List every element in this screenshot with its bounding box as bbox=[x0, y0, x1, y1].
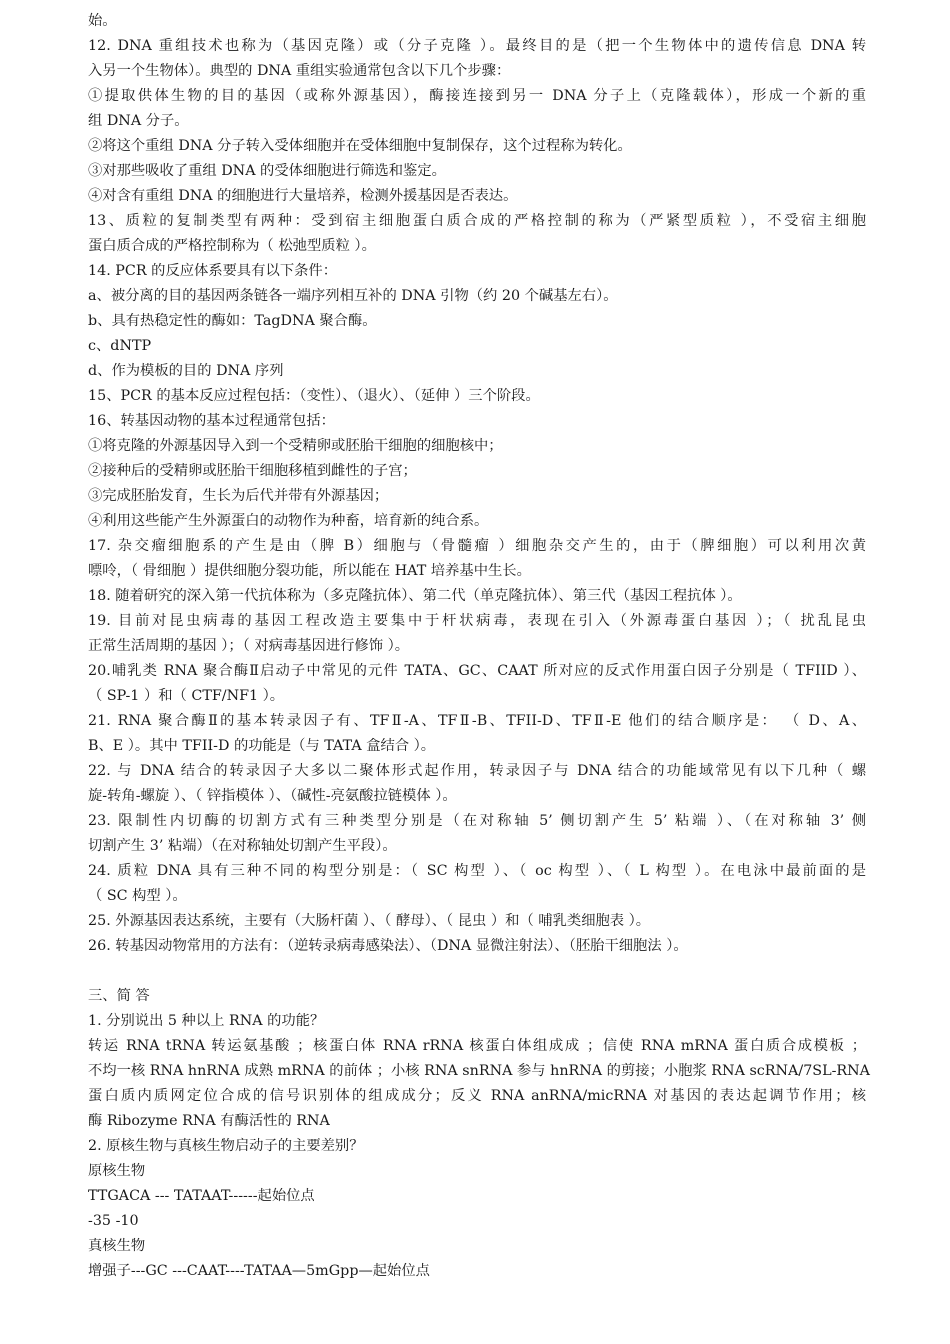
text-line: 24. 质粒 DNA 具有三种不同的构型分别是：（ SC 构型 ）、（ oc 构型 ）、（ L 构型 ）。在电泳中最前面的是 bbox=[88, 863, 866, 879]
section-heading: 三、简 答 bbox=[88, 988, 150, 1004]
text-line: 15、PCR 的基本反应过程包括：（变性）、（退火）、（延伸 ）三个阶段。 bbox=[88, 388, 540, 404]
text-line: ②将这个重组 DNA 分子转入受体细胞并在受体细胞中复制保存，这个过程称为转化。 bbox=[88, 138, 632, 154]
text-line: 蛋白质内质网定位合成的信号识别体的组成成分；反义 RNA anRNA/micRNA 对基因的表达起调节作用；核 bbox=[88, 1088, 866, 1104]
text-line: ③完成胚胎发育，生长为后代并带有外源基因； bbox=[88, 488, 389, 504]
text-line: ④对含有重组 DNA 的细胞进行大量培养，检测外援基因是否表达。 bbox=[88, 188, 518, 204]
text-line: 23. 限制性内切酶的切割方式有三种类型分别是（在对称轴 5’ 侧切割产生 5’ 粘端 ）、（在对称轴 3’ 侧 bbox=[88, 813, 866, 829]
text-line: d、作为模板的目的 DNA 序列 bbox=[88, 363, 284, 379]
text-line: 14. PCR 的反应体系要具有以下条件： bbox=[88, 263, 338, 279]
text-line: 17. 杂交瘤细胞系的产生是由（脾 B）细胞与（骨髓瘤 ）细胞杂交产生的，由于（脾细胞）可以利用次黄 bbox=[88, 538, 866, 554]
text-line: 嘌呤，（ 骨细胞 ）提供细胞分裂功能，所以能在 HAT 培养基中生长。 bbox=[88, 563, 531, 579]
sequence-line: TTGACA --- TATAAT------起始位点 bbox=[88, 1188, 315, 1204]
text-line: 正常生活周期的基因 ）；（ 对病毒基因进行修饰 ）。 bbox=[88, 638, 410, 654]
text-line: a、被分离的目的基因两条链各一端序列相互补的 DNA 引物（约 20 个碱基左右）。 bbox=[88, 288, 618, 304]
text-line: 21. RNA 聚合酶Ⅱ的基本转录因子有、TFⅡ-A、TFⅡ-B、TFII-D、TFⅡ-E 他们的结合顺序是： （ D、A、 bbox=[88, 713, 866, 729]
text-line: 20.哺乳类 RNA 聚合酶Ⅱ启动子中常见的元件 TATA、GC、CAAT 所对应的反式作用蛋白因子分别是（ TFIID ）、 bbox=[88, 663, 866, 679]
text-line: 16、转基因动物的基本过程通常包括： bbox=[88, 413, 335, 429]
text-line: （ SC 构型 ）。 bbox=[88, 888, 187, 904]
text-line: 酶 Ribozyme RNA 有酶活性的 RNA bbox=[88, 1113, 330, 1129]
text-line: 转运 RNA tRNA 转运氨基酸 ；核蛋白体 RNA rRNA 核蛋白体组成成 ；信使 RNA mRNA 蛋白质合成模板 ； bbox=[88, 1038, 866, 1054]
text-line: 13、质粒的复制类型有两种：受到宿主细胞蛋白质合成的严格控制的称为（严紧型质粒 ），不受宿主细胞 bbox=[88, 213, 866, 229]
text-line: ②接种后的受精卵或胚胎干细胞移植到雌性的子宫； bbox=[88, 463, 417, 479]
text-line: 25. 外源基因表达系统，主要有（大肠杆菌 ）、（ 酵母）、（ 昆虫 ）和（ 哺乳类细胞表 ）。 bbox=[88, 913, 651, 929]
text-line: 19. 目前对昆虫病毒的基因工程改造主要集中于杆状病毒，表现在引入（外源毒蛋白基因 ）；（ 扰乱昆虫 bbox=[88, 613, 866, 629]
text-line: ①提取供体生物的目的基因（或称外源基因），酶接连接到另一 DNA 分子上（克隆载体），形成一个新的重 bbox=[88, 88, 866, 104]
text-line: 22. 与 DNA 结合的转录因子大多以二聚体形式起作用，转录因子与 DNA 结合的功能域常见有以下几种（ 螺 bbox=[88, 763, 866, 779]
text-line: ①将克隆的外源基因导入到一个受精卵或胚胎干细胞的细胞核中； bbox=[88, 438, 503, 454]
document-page bbox=[88, 9, 871, 1284]
question-heading: 2. 原核生物与真核生物启动子的主要差别？ bbox=[88, 1138, 364, 1154]
text-line: 12. DNA 重组技术也称为（基因克隆）或（分子克隆 ）。最终目的是（把一个生物体中的遗传信息 DNA 转 bbox=[88, 38, 866, 54]
text-line: B、E ）。其中 TFII-D 的功能是（与 TATA 盒结合 ）。 bbox=[88, 738, 436, 754]
text-line: ③对那些吸收了重组 DNA 的受体细胞进行筛选和鉴定。 bbox=[88, 163, 446, 179]
question-heading: 1. 分别说出 5 种以上 RNA 的功能？ bbox=[88, 1013, 325, 1029]
text-line: 旋-转角-螺旋 ）、（ 锌指模体 ）、（碱性-亮氨酸拉链模体 ）。 bbox=[88, 788, 457, 804]
text-line: 原核生物 bbox=[88, 1163, 146, 1179]
text-line: 始。 bbox=[88, 13, 117, 29]
sequence-line: 增强子---GC ---CAAT----TATAA—5mGpp—起始位点 bbox=[88, 1263, 430, 1279]
text-line: （ SP-1 ）和（ CTF/NF1 ）。 bbox=[88, 688, 285, 704]
text-line: 组 DNA 分子。 bbox=[88, 113, 189, 129]
blank-line bbox=[88, 959, 866, 984]
text-line: 18. 随着研究的深入第一代抗体称为（多克隆抗体）、第二代（单克隆抗体）、第三代（基因工程抗体 ）。 bbox=[88, 588, 742, 604]
text-line: 切割产生 3’ 粘端）（在对称轴处切割产生平段）。 bbox=[88, 838, 397, 854]
text-line: 入另一个生物体）。典型的 DNA 重组实验通常包含以下几个步骤： bbox=[88, 63, 511, 79]
text-line: ④利用这些能产生外源蛋白的动物作为种畜，培育新的纯合系。 bbox=[88, 513, 489, 529]
text-line: b、具有热稳定性的酶如：TagDNA 聚合酶。 bbox=[88, 313, 377, 329]
sequence-positions: -35 -10 bbox=[88, 1213, 139, 1229]
text-line: 不均一核 RNA hnRNA 成熟 mRNA 的前体 ；小核 RNA snRNA 参与 hnRNA 的剪接；小胞浆 RNA scRNA/7SL-RNA bbox=[88, 1063, 871, 1079]
text-line: 蛋白质合成的严格控制称为（ 松弛型质粒 ）。 bbox=[88, 238, 376, 254]
text-line: 26. 转基因动物常用的方法有：（逆转录病毒感染法）、（DNA 显微注射法）、（胚胎干细胞法 ）。 bbox=[88, 938, 688, 954]
text-line: 真核生物 bbox=[88, 1238, 146, 1254]
text-line: c、dNTP bbox=[88, 338, 152, 354]
